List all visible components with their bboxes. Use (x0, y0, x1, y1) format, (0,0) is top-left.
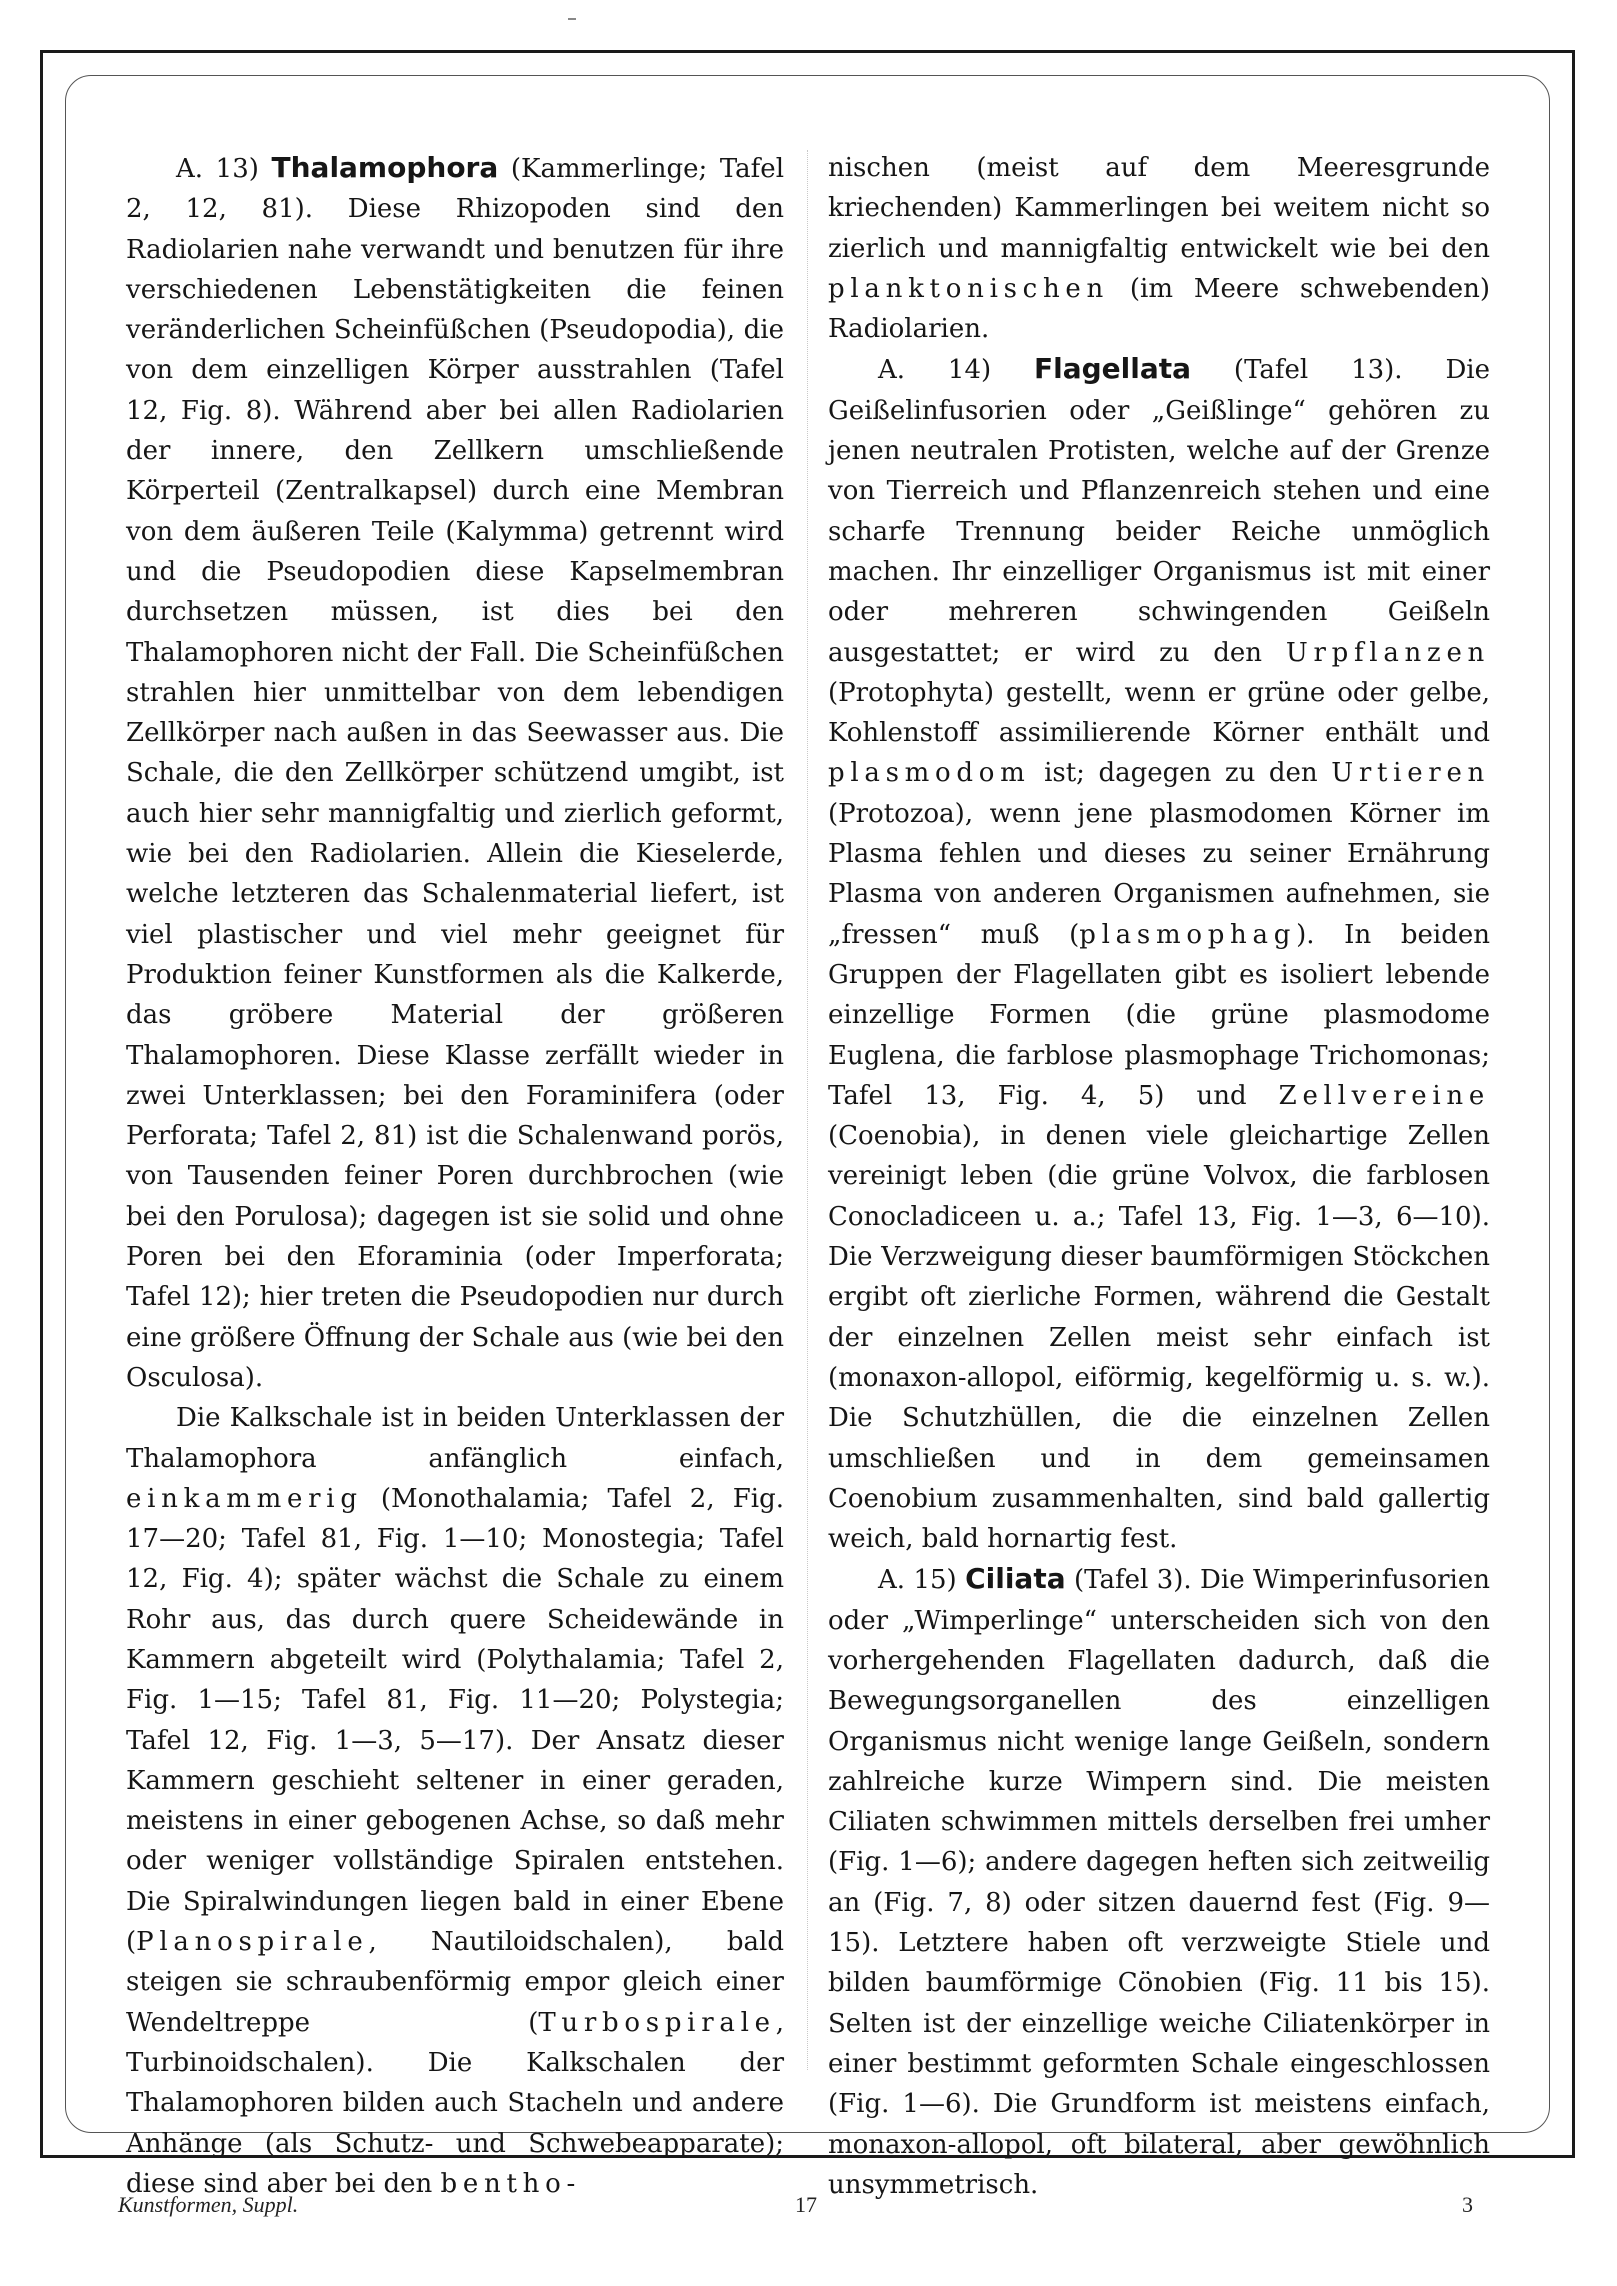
paragraph-text: (Protozoa), wenn jene plasmodomen Körner im Plasma fehlen und dieses zu seiner Ernährung Plasma von anderen Organismen aufnehmen, sie „fressen“ muß ( (828, 798, 1490, 950)
spaced-term: plasmodom (828, 758, 1031, 789)
paragraph-text: nischen (meist auf dem Meeresgrunde kriechenden) Kammerlingen bei weitem nicht so zierlich und mannigfaltig entwickelt wie bei den (828, 153, 1490, 264)
spaced-term: Urtieren (1331, 758, 1491, 789)
right-column (828, 148, 1490, 2205)
section-title-thalamophora: Thalamophora (271, 151, 499, 184)
paragraph-text: (Monothalamia; Tafel 2, Fig. 17—20; Tafel 81, Fig. 1—10; Monostegia; Tafel 12, Fig. 4); später wächst die Schale zu einem Rohr aus, das durch quere Scheidewände in Kammern abgeteilt wird (Polythalamia; Tafel 2, Fig. 1—15; Tafel 81, Fig. 11—20; Polystegia; Tafel 12, Fig. 1—3, 5—17). Der Ansatz dieser Kammern geschieht seltener in einer geraden, meistens in einer gebogenen Achse, so daß mehr oder weniger vollständige Spiralen entstehen. Die Spiralwindungen liegen bald in einer Ebene ( (126, 1483, 784, 1958)
section-title-flagellata: Flagellata (1034, 352, 1192, 386)
spaced-term: bentho- (440, 2168, 581, 2199)
section-a13-paragraph (126, 148, 784, 1398)
paragraph-text: (Tafel 3). Die Wimperinfusorien oder „Wimperlinge“ unterscheiden sich von den vorhergehenden Flagellaten dadurch, daß die Bewegungsorganellen des einzelligen Organismus nicht wenige lange Geißeln, sondern zahlreiche kurze Wimpern sind. Die meisten Ciliaten schwimmen mittels derselben frei umher (Fig. 1—6); andere dagegen heften sich zeitweilig an (Fig. 7, 8) oder sitzen dauernd fest (Fig. 9—15). Letztere haben oft verzweigte Stiele und bilden baumförmige Cönobien (Fig. 11 bis 15). Selten ist der einzellige weiche Ciliatenkörper in einer bestimmt geformten Schale eingeschlossen (Fig. 1—6). Die Grundform ist meistens einfach, monaxon-allopol, oft bilateral, aber gewöhnlich unsymmetrisch. (828, 1565, 1490, 2200)
paragraph-text: , Turbinoidschalen). Die Kalkschalen der Thalamophoren bilden auch Stacheln und andere Anhänge (als Schutz- und Schwebeapparate); diese sind aber bei den (126, 2007, 784, 2199)
section-number: A. 15) (878, 1565, 957, 1596)
paragraph-text: ist; dagegen zu den (1044, 758, 1318, 789)
spaced-term: Zellvereine (1278, 1080, 1490, 1111)
spaced-term: planktonischen (828, 273, 1109, 304)
footer-sheet-number: 3 (1462, 2192, 1473, 2217)
spaced-term: Planospirale (136, 1927, 369, 1958)
section-a14-paragraph (828, 349, 1490, 1559)
section-title-ciliata: Ciliata (965, 1562, 1066, 1596)
top-page-mark (568, 18, 576, 20)
paragraph-text: (Coenobia), in denen viele gleichartige Zellen vereinigt leben (die grüne Volvox, die farblosen Conocladiceen u. a.; Tafel 13, Fig. 1—3, 6—10). Die Verzweigung dieser baumförmigen Stöckchen ergibt oft zierliche Formen, während die Gestalt der einzelnen Zellen meist sehr einfach ist (monaxon-allopol, eiförmig, kegelförmig u. s. w.). Die Schutzhüllen, die die einzelnen Zellen umschließen und in dem gemeinsamen Coenobium zusammenhalten, sind bald gallertig weich, bald hornartig fest. (828, 1121, 1490, 1555)
footer-book-title: Kunstformen, Suppl. (118, 2192, 299, 2217)
column-divider (807, 150, 808, 2070)
section-a15-paragraph (828, 1559, 1490, 2205)
spaced-term: Urpflanzen (1285, 637, 1491, 668)
paragraph-text: (Protophyta) gestellt, wenn er grüne oder gelbe, Kohlenstoff assimilierende Körner enthält und (828, 677, 1490, 749)
section-number: A. 14) (878, 355, 992, 386)
paragraph-text: (Tafel 13). Die Geißelinfusorien oder „Geißlinge“ gehören zu jenen neutralen Protisten, welche auf der Grenze von Tierreich und Pflanzenreich stehen und eine scharfe Trennung beider Reiche unmöglich machen. Ihr einzelliger Organismus ist mit einer oder mehreren schwingenden Geißeln ausgestattet; er wird zu den (828, 355, 1490, 668)
paragraph-text: Die Kalkschale ist in beiden Unterklassen der Thalamophora anfänglich einfach, (126, 1403, 784, 1474)
spaced-term: einkammerig (126, 1483, 363, 1514)
spaced-term: Turbospirale (538, 2007, 776, 2038)
paragraph-text: ). In beiden Gruppen der Flagellaten gibt es isoliert lebende einzellige Formen (die grüne plasmodome Euglena, die farblose plasmophage Trichomonas; Tafel 13, Fig. 4, 5) und (828, 919, 1490, 1111)
continuation-paragraph (828, 148, 1490, 349)
spaced-term: plasmophag (1079, 919, 1297, 950)
paragraph-text: (Kammerlinge; Tafel 2, 12, 81). Diese Rhizopoden sind den Radiolarien nahe verwandt und benutzen für ihre verschiedenen Lebenstätigkeiten die feinen veränderlichen Scheinfüßchen (Pseudopodia), die von dem einzelligen Körper ausstrahlen (Tafel 12, Fig. 8). Während aber bei allen Radiolarien der innere, den Zellkern umschließende Körperteil (Zentralkapsel) durch eine Membran von dem äußeren Teile (Kalymma) getrennt wird und die Pseudopodien diese Kapselmembran durchsetzen müssen, ist dies bei den Thalamophoren nicht der Fall. Die Scheinfüßchen strahlen hier unmittelbar von dem lebendigen Zellkörper nach außen in das Seewasser aus. Die Schale, die den Zellkörper schützend umgibt, ist auch hier sehr mannigfaltig und zierlich geformt, wie bei den Radiolarien. Allein die Kieselerde, welche letzteren das Schalenmaterial liefert, ist viel plastischer und viel mehr geeignet für Produktion feiner Kunstformen als die Kalkerde, das gröbere Material der größeren Thalamophoren. Diese Klasse zerfällt wieder in zwei Unterklassen; bei den Foraminifera (oder Perforata; Tafel 2, 81) ist die Schalenwand porös, von Tausenden feiner Poren durchbrochen (wie bei den Porulosa); dagegen ist sie solid und ohne Poren bei den Eforaminia (oder Imperforata; Tafel 12); hier treten die Pseudopodien nur durch eine größere Öffnung der Schale aus (wie bei den Osculosa). (126, 154, 785, 1393)
footer-page-number: 17 (795, 2192, 817, 2217)
kalkschale-paragraph (126, 1398, 784, 2204)
paragraph-text: (im Meere schwebenden) Radiolarien. (828, 273, 1491, 345)
paragraph-text: , Nautiloidschalen), bald steigen sie schraubenförmig empor gleich einer Wendeltreppe ( (126, 1927, 784, 2038)
left-column (126, 148, 784, 2204)
section-number: A. 13) (176, 154, 259, 184)
